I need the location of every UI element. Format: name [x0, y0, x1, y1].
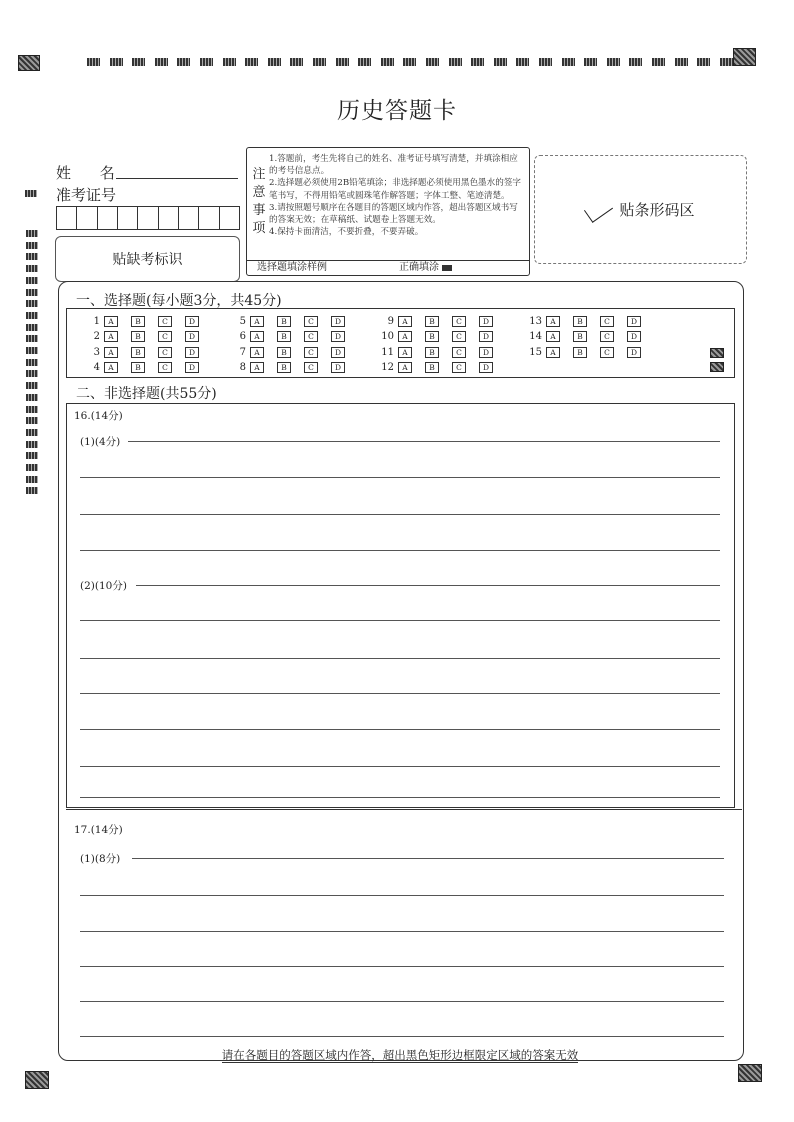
q16-part1-label: (1)(4分) — [80, 436, 121, 448]
corner-mark-bottom-left — [25, 1071, 49, 1089]
corner-nick-icon — [584, 196, 613, 223]
timing-mark — [313, 58, 326, 66]
answer-line[interactable] — [80, 1001, 724, 1002]
timing-mark-side — [26, 242, 38, 249]
exam-id-digit-box[interactable] — [118, 207, 138, 229]
q16-part2-label: (2)(10分) — [80, 580, 127, 592]
barcode-area — [534, 155, 747, 264]
notice-items — [269, 153, 525, 238]
exam-id-digit-box[interactable] — [220, 207, 239, 229]
timing-mark-side — [26, 417, 38, 424]
option-bubble[interactable]: C — [158, 362, 172, 373]
option-bubble[interactable]: D — [185, 362, 199, 373]
option-bubble[interactable]: D — [627, 331, 641, 342]
timing-mark — [584, 58, 597, 66]
absent-sticker-area — [55, 236, 240, 282]
option-bubble[interactable]: C — [452, 362, 466, 373]
corner-mark-bottom-right — [738, 1064, 762, 1082]
timing-mark-side — [26, 429, 38, 436]
option-bubble[interactable]: A — [398, 362, 412, 373]
question-row — [378, 315, 506, 327]
option-bubble[interactable]: C — [304, 331, 318, 342]
option-bubble[interactable]: A — [104, 316, 118, 327]
timing-mark — [403, 58, 416, 66]
option-bubble[interactable]: A — [546, 347, 560, 358]
question-row — [230, 315, 358, 327]
corner-mark-top-left — [18, 55, 40, 71]
option-bubble[interactable]: B — [277, 331, 291, 342]
filled-bubble-icon — [442, 265, 452, 271]
timing-mark — [629, 58, 642, 66]
question-row — [378, 331, 506, 343]
question-row — [378, 362, 506, 374]
question-row — [84, 315, 212, 327]
option-bubble[interactable]: A — [104, 331, 118, 342]
question-number: 3 — [93, 346, 100, 358]
fill-example — [247, 260, 529, 275]
answer-line[interactable] — [80, 620, 720, 621]
exam-id-label: 准考证号 — [56, 186, 117, 204]
question-number: 4 — [93, 362, 100, 373]
timing-mark-side — [26, 476, 38, 483]
timing-mark-side — [26, 347, 38, 354]
option-bubble[interactable]: D — [331, 347, 345, 358]
question-row — [230, 346, 358, 358]
timing-mark-side — [26, 441, 38, 448]
option-bubble[interactable]: A — [250, 331, 264, 342]
timing-mark — [155, 58, 168, 66]
corner-mark-top-right — [733, 48, 756, 66]
option-bubble[interactable]: D — [627, 316, 641, 327]
answer-line[interactable] — [80, 729, 720, 730]
option-bubble[interactable]: C — [452, 316, 466, 327]
timing-mark-side — [26, 487, 38, 494]
option-bubble[interactable]: A — [250, 347, 264, 358]
question-number: 6 — [239, 331, 246, 342]
option-bubble[interactable]: C — [158, 331, 172, 342]
option-bubble[interactable]: B — [131, 331, 145, 342]
timing-mark — [516, 58, 529, 66]
timing-mark-side — [26, 289, 38, 296]
exam-id-digit-box[interactable] — [98, 207, 118, 229]
option-bubble[interactable]: D — [627, 347, 641, 358]
question-number: 5 — [239, 315, 246, 327]
answer-line[interactable] — [128, 441, 720, 442]
exam-id-digit-box[interactable] — [77, 207, 97, 229]
question-row — [230, 331, 358, 343]
option-bubble[interactable]: D — [479, 347, 493, 358]
notice-item: 1.答题前，考生先将自己的姓名、准考证号填写清楚，并填涂相应的考号信息点。 — [269, 154, 518, 177]
option-bubble[interactable]: B — [425, 331, 439, 342]
timing-mark — [697, 58, 710, 66]
exam-id-digit-box[interactable] — [57, 207, 77, 229]
option-bubble[interactable]: A — [398, 331, 412, 342]
notice-heading: 注 意 事 项 — [252, 167, 266, 236]
timing-mark-side — [26, 335, 38, 342]
question-number: 1 — [93, 315, 100, 327]
option-bubble[interactable]: B — [425, 362, 439, 373]
answer-line[interactable] — [80, 550, 720, 551]
barcode-label: 贴条形码区 — [619, 201, 695, 219]
q17-part1-label: (1)(8分) — [80, 853, 121, 865]
option-bubble[interactable]: D — [479, 316, 493, 327]
timing-mark-side — [26, 452, 38, 459]
question-number: 11 — [381, 346, 394, 358]
option-bubble[interactable]: A — [250, 362, 264, 373]
timing-mark-side — [26, 277, 38, 284]
timing-mark — [223, 58, 236, 66]
answer-line[interactable] — [80, 1036, 724, 1037]
question-row — [526, 331, 654, 343]
timing-mark-side — [25, 190, 37, 197]
option-bubble[interactable]: A — [104, 362, 118, 373]
footer-text: 请在各题目的答题区域内作答，超出黑色矩形边框限定区域的答案无效 — [221, 1048, 579, 1062]
exam-id-digit-box[interactable] — [199, 207, 219, 229]
timing-mark — [110, 58, 123, 66]
question-row — [230, 362, 358, 374]
section1-title: 一、选择题(每小题3分，共45分) — [76, 293, 282, 309]
q16-header: 16.(14分) — [74, 410, 123, 422]
question-number: 7 — [239, 346, 246, 358]
question-row — [378, 346, 506, 358]
option-bubble[interactable]: D — [479, 362, 493, 373]
option-bubble[interactable]: D — [479, 331, 493, 342]
section2-title: 二、非选择题(共55分) — [76, 386, 217, 402]
timing-mark-side — [26, 464, 38, 471]
option-bubble[interactable]: D — [185, 331, 199, 342]
option-bubble[interactable]: C — [452, 331, 466, 342]
timing-mark — [177, 58, 190, 66]
notice-item: 3.请按照题号顺序在各题目的答题区域内作答，超出答题区域书写的答案无效；在草稿纸、试题卷上答题无效。 — [269, 202, 518, 226]
question-row — [526, 346, 654, 358]
option-bubble[interactable]: A — [546, 316, 560, 327]
option-bubble[interactable]: D — [185, 316, 199, 327]
timing-mark-side — [26, 265, 38, 272]
timing-mark — [268, 58, 281, 66]
option-bubble[interactable]: C — [600, 316, 614, 327]
timing-mark — [562, 58, 575, 66]
option-bubble[interactable]: A — [250, 316, 264, 327]
option-bubble[interactable]: C — [158, 316, 172, 327]
q17-answer-area[interactable] — [66, 809, 742, 1047]
timing-mark — [426, 58, 439, 66]
question-number: 14 — [529, 331, 542, 342]
fill-example-label: 选择题填涂样例 — [257, 262, 327, 273]
timing-mark-side — [26, 382, 38, 389]
answer-line[interactable] — [80, 966, 724, 967]
answer-line[interactable] — [132, 858, 724, 859]
question-row — [84, 346, 212, 358]
answer-line[interactable] — [80, 797, 720, 798]
notice-item: 4.保持卡面清洁，不要折叠，不要弄破。 — [269, 227, 424, 238]
timing-mark-side — [26, 253, 38, 260]
option-bubble[interactable]: C — [304, 362, 318, 373]
question-number: 10 — [381, 331, 394, 342]
option-bubble[interactable]: B — [573, 316, 587, 327]
timing-mark — [471, 58, 484, 66]
option-bubble[interactable]: B — [277, 362, 291, 373]
option-bubble[interactable]: D — [331, 331, 345, 342]
option-bubble[interactable]: C — [304, 347, 318, 358]
timing-mark — [245, 58, 258, 66]
timing-mark — [87, 58, 100, 66]
option-bubble[interactable]: B — [425, 316, 439, 327]
timing-mark-side — [26, 359, 38, 366]
option-bubble[interactable]: C — [158, 347, 172, 358]
timing-mark-side — [26, 230, 38, 237]
answer-line[interactable] — [80, 766, 720, 767]
option-bubble[interactable]: B — [573, 347, 587, 358]
correct-fill-label: 正确填涂 — [399, 262, 439, 273]
exam-id-digit-box[interactable] — [138, 207, 158, 229]
option-bubble[interactable]: B — [573, 331, 587, 342]
answer-line[interactable] — [80, 895, 724, 896]
timing-mark-side — [26, 324, 38, 331]
timing-mark — [290, 58, 303, 66]
question-number: 13 — [529, 315, 542, 327]
timing-mark — [652, 58, 665, 66]
absent-sticker-label: 贴缺考标识 — [112, 252, 183, 268]
answer-line[interactable] — [80, 931, 724, 932]
notice-box — [246, 147, 530, 276]
option-bubble[interactable]: A — [104, 347, 118, 358]
timing-mark — [720, 58, 733, 66]
option-bubble[interactable]: C — [600, 347, 614, 358]
exam-id-grid[interactable] — [56, 206, 240, 230]
option-bubble[interactable]: C — [452, 347, 466, 358]
option-bubble[interactable]: B — [131, 347, 145, 358]
question-number: 15 — [529, 346, 542, 358]
timing-mark-side — [26, 312, 38, 319]
timing-mark-side — [26, 300, 38, 307]
timing-mark — [200, 58, 213, 66]
option-bubble[interactable]: C — [304, 316, 318, 327]
option-bubble[interactable]: B — [131, 362, 145, 373]
name-label: 姓 名 — [56, 164, 127, 182]
exam-id-digit-box[interactable] — [159, 207, 179, 229]
question-row — [84, 331, 212, 343]
q16-answer-area[interactable] — [66, 403, 735, 808]
footer-warning — [58, 1047, 742, 1063]
timing-mark — [381, 58, 394, 66]
timing-mark-side — [26, 394, 38, 401]
question-number: 9 — [387, 315, 394, 327]
notice-item: 2.选择题必须使用2B铅笔填涂；非选择题必须使用黑色墨水的签字笔书写，不得用铅笔或圆珠笔作解答题；字体工整、笔迹清楚。 — [269, 178, 522, 201]
timing-mark-side — [26, 406, 38, 413]
answer-line[interactable] — [80, 514, 720, 515]
option-bubble[interactable]: B — [277, 347, 291, 358]
option-bubble[interactable]: D — [331, 316, 345, 327]
option-bubble[interactable]: B — [131, 316, 145, 327]
option-bubble[interactable]: B — [425, 347, 439, 358]
name-field[interactable] — [116, 178, 238, 179]
option-bubble[interactable]: D — [331, 362, 345, 373]
option-bubble[interactable]: A — [398, 347, 412, 358]
option-bubble[interactable]: D — [185, 347, 199, 358]
timing-mark — [494, 58, 507, 66]
timing-mark — [336, 58, 349, 66]
page-title: 历史答题卡 — [337, 98, 457, 124]
question-row — [526, 315, 654, 327]
timing-mark-side — [26, 370, 38, 377]
q17-header: 17.(14分) — [74, 824, 123, 836]
question-number: 8 — [239, 362, 246, 373]
question-row — [84, 362, 212, 374]
answer-line[interactable] — [80, 658, 720, 659]
answer-line[interactable] — [80, 477, 720, 478]
exam-id-digit-box[interactable] — [179, 207, 199, 229]
answer-line[interactable] — [136, 585, 720, 586]
option-bubble[interactable]: C — [600, 331, 614, 342]
question-number: 2 — [93, 331, 100, 342]
timing-mark — [539, 58, 552, 66]
timing-mark — [607, 58, 620, 66]
option-bubble[interactable]: A — [546, 331, 560, 342]
question-number: 12 — [381, 362, 394, 373]
timing-mark — [449, 58, 462, 66]
timing-mark — [675, 58, 688, 66]
answer-line[interactable] — [80, 693, 720, 694]
timing-mark — [132, 58, 145, 66]
timing-mark — [358, 58, 371, 66]
option-bubble[interactable]: A — [398, 316, 412, 327]
option-bubble[interactable]: B — [277, 316, 291, 327]
